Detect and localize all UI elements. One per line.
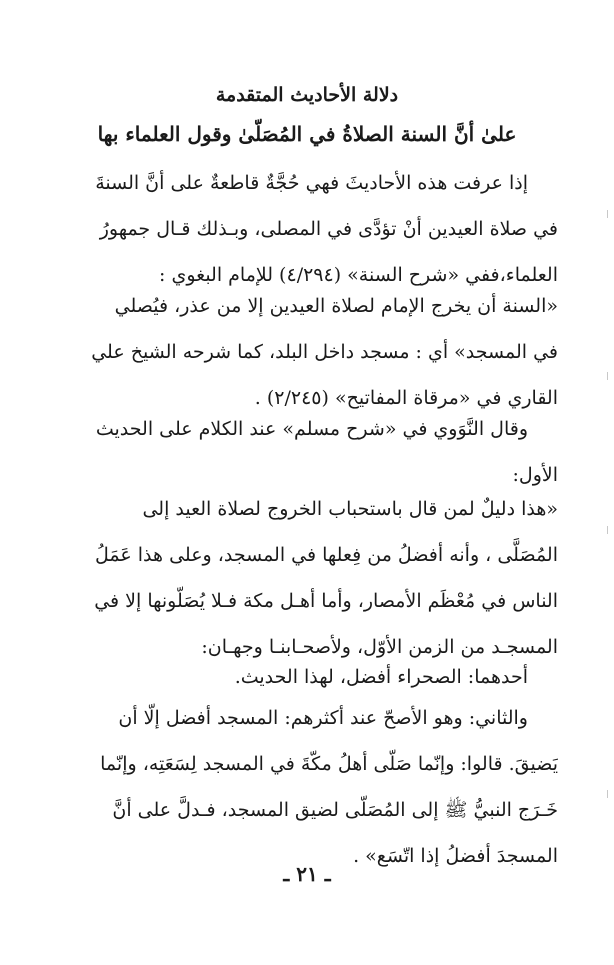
section-title: دلالة الأحاديث المتقدمة [215, 84, 399, 106]
text-line: والثاني: وهو الأصحّ عند أكثرهم: المسجد أفضل إلّا أن [118, 707, 528, 729]
paragraph-intro [64, 160, 558, 298]
text-line: الأول: [512, 464, 558, 486]
margin-mark [607, 210, 608, 218]
page-number: ـ ٢١ ـ [283, 862, 331, 886]
section-subtitle: علىٰ أنَّ السنة الصلاةُ في المُصَلّىٰ وقول العلماء بها [97, 122, 517, 146]
margin-mark [607, 526, 608, 534]
text-line: أحدهما: الصحراء أفضل، لهذا الحديث. [234, 666, 528, 688]
paragraph-first-view [64, 654, 558, 700]
text-line: خَـرَج النبيُّ ﷺ إلى المُصَلّى لضيق المسجد، فـدلَّ على أنَّ [112, 799, 558, 821]
text-line: في المسجد» أي : مسجد داخل البلد، كما شرحه الشيخ علي [91, 341, 558, 363]
text-line: وقال النَّوَوي في «شرح مسلم» عند الكلام على الحديث [95, 418, 528, 440]
text-line: «السنة أن يخرج الإمام لصلاة العيدين إلا من عذر، فيُصلي [114, 295, 558, 317]
text-line: في صلاة العيدين أنْ تؤدَّى في المصلى، وبـذلك قـال جمهورُ [99, 218, 558, 240]
text-line: المسجدَ أفضلُ إذا اتّسَع» . [353, 845, 558, 867]
paragraph-baghawi-quote [64, 283, 558, 421]
text-line: المُصَلَّى ، وأنه أفضلُ من فِعلها في المسجد، وعلى هذا عَمَلُ [95, 544, 558, 566]
text-line: «هذا دليلٌ لمن قال باستحباب الخروج لصلاة العيد إلى [142, 498, 558, 520]
paragraph-second-view [64, 695, 558, 879]
margin-mark [607, 790, 608, 798]
paragraph-nawawi-quote [64, 486, 558, 670]
text-line: يَضيقَ. قالوا: وإنّما صَلّى أهلُ مكّةَ في المسجد لِسَعَتِه، وإنّما [100, 753, 558, 775]
margin-mark [607, 372, 608, 380]
text-line: الناس في مُعْظَم الأمصار، وأما أهـل مكة فـلا يُصَلّونها إلا في [94, 590, 558, 612]
paragraph-nawawi-intro [64, 406, 558, 498]
text-line: العلماء،ففي «شرح السنة» (٤/٢٩٤) للإمام البغوي : [159, 264, 558, 286]
text-line: القاري في «مرقاة المفاتيح» (٢/٢٤٥) . [254, 387, 558, 409]
text-line: إذا عرفت هذه الأحاديثَ فهي حُجَّةٌ قاطعةٌ على أنَّ السنةَ [95, 172, 528, 194]
text-line: المسجـد من الزمن الأوّل، ولأصحـابنـا وجهـان: [201, 636, 558, 658]
